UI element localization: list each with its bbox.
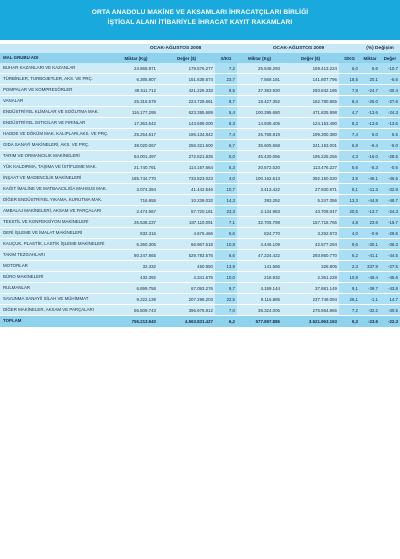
value-2009: 159.413.224 <box>282 63 339 74</box>
value-2009: 471.825.998 <box>282 107 339 118</box>
row-name: BÜRO MAKİNELERİ <box>0 272 114 283</box>
qty-2009: 14.938.405 <box>237 118 282 129</box>
qty-2009: 4.159.144 <box>237 283 282 294</box>
qty-2009: 18.427.352 <box>237 96 282 107</box>
header-value-2008: Değer ($) <box>158 53 215 63</box>
change-qty: -13.7 <box>360 206 380 217</box>
period-change: (%) Değişim <box>360 44 400 53</box>
qty-2008: 80.247.865 <box>114 250 158 261</box>
value-2009: 326.805 <box>282 261 339 272</box>
qty-2008: 9.222.139 <box>114 294 158 305</box>
value-2008: 396.976.912 <box>158 305 215 316</box>
table-row <box>0 294 400 305</box>
change-qty: -6.4 <box>360 140 380 151</box>
skg-2008: 5,0 <box>215 151 237 162</box>
title-line-1: ORTA ANADOLU MAKİNE VE AKSAMLARI İHRACATÇILARI BİRLİĞİ <box>91 9 309 16</box>
value-2008: 57.720.181 <box>158 206 215 217</box>
row-name: RULMANLAR <box>0 283 114 294</box>
row-name: TEKSTİL VE KONFEKSİYON MAKİNELERİ <box>0 217 114 228</box>
header-change-value: Değer <box>380 53 400 63</box>
change-qty: -0.9 <box>360 228 380 239</box>
qty-2008: 6.360.305 <box>114 239 158 250</box>
change-qty: -13.6 <box>360 107 380 118</box>
value-2009: 42.577.294 <box>282 239 339 250</box>
qty-2008: 832.316 <box>114 228 158 239</box>
skg-2009: 4,8 <box>339 217 360 228</box>
change-qty: 6.6 <box>360 63 380 74</box>
change-value: -0.6 <box>380 162 400 173</box>
change-value: 14.7 <box>380 294 400 305</box>
row-name: SAVUNMA SANAYİİ SİLAH VE MÜHİMMAT <box>0 294 114 305</box>
value-2009: 157.716.766 <box>282 217 339 228</box>
qty-2009: 824.770 <box>237 228 282 239</box>
header-value-2009: Değer ($) <box>282 53 339 63</box>
value-2008: 187.110.091 <box>158 217 215 228</box>
skg-2009: 13,3 <box>339 195 360 206</box>
qty-2009: 26.768.919 <box>237 129 282 140</box>
change-value: -6.0 <box>380 140 400 151</box>
column-header-row <box>0 53 400 63</box>
qty-2009: 35.605.568 <box>237 140 282 151</box>
header-qty-2009: Miktar (Kg) <box>237 53 282 63</box>
qty-2009: 47.234.422 <box>237 250 282 261</box>
skg-2008: 7,4 <box>215 129 237 140</box>
change-qty: -41.1 <box>360 250 380 261</box>
qty-2008: 54.001.497 <box>114 151 158 162</box>
row-name: DİĞER MAKİNELER, AKSAM VE PARÇALARI <box>0 305 114 316</box>
skg-2009: 8,3 <box>339 118 360 129</box>
change-value: -28.5 <box>380 151 400 162</box>
change-value: -6.6 <box>380 74 400 85</box>
table-row <box>0 129 400 140</box>
skg-2009: 9,6 <box>339 239 360 250</box>
change-value: -27.5 <box>380 261 400 272</box>
skg-2008: 5,4 <box>215 107 237 118</box>
table-row <box>0 195 400 206</box>
qty-2009: 9.116.885 <box>237 294 282 305</box>
skg-2009: 8,1 <box>339 184 360 195</box>
change-value: -24.3 <box>380 206 400 217</box>
qty-2008: 25.316.579 <box>114 96 158 107</box>
skg-2009: 10,8 <box>339 272 360 283</box>
change-qty: -46.1 <box>360 173 380 184</box>
qty-2008: 24.865.971 <box>114 63 158 74</box>
skg-2008: 4,0 <box>215 173 237 184</box>
skg-2009: 4,3 <box>339 151 360 162</box>
value-2008: 4.663.831.427 <box>158 316 215 327</box>
qty-2009: 38.324.006 <box>237 305 282 316</box>
skg-2008: 9,7 <box>215 283 237 294</box>
header-skg-2008: S/KG <box>215 53 237 63</box>
change-value: -13.6 <box>380 118 400 129</box>
value-2008: 186.134.842 <box>158 129 215 140</box>
change-value: -29.6 <box>380 228 400 239</box>
skg-2008: 6,6 <box>215 250 237 261</box>
change-qty: 20.1 <box>360 74 380 85</box>
qty-2009: 577.867.886 <box>237 316 282 327</box>
value-2009: 5.247.356 <box>282 195 339 206</box>
skg-2009: 6,0 <box>339 63 360 74</box>
qty-2008: 3.074.394 <box>114 184 158 195</box>
change-qty: 337.9 <box>360 261 380 272</box>
value-2009: 124.153.490 <box>282 118 339 129</box>
row-name: İNŞAAT VE MADENCİLİK MAKİNELERİ <box>0 173 114 184</box>
value-2009: 237.749.094 <box>282 294 339 305</box>
value-2009: 275.864.866 <box>282 305 339 316</box>
change-qty: -5.3 <box>360 162 380 173</box>
change-qty: -32.2 <box>360 305 380 316</box>
row-name: TOPLAM <box>0 316 114 327</box>
qty-2009: 4.446.109 <box>237 239 282 250</box>
row-name: YÜK KALDIRMA, TAŞIMA VE İSTİFLEME MAK. <box>0 162 114 173</box>
skg-2009: 20,5 <box>339 206 360 217</box>
value-2008: 256.321.600 <box>158 140 215 151</box>
qty-2009: 25.548.293 <box>237 63 282 74</box>
value-2008: 450.850 <box>158 261 215 272</box>
value-2008: 224.729.661 <box>158 96 215 107</box>
qty-2009: 141.566 <box>237 261 282 272</box>
change-qty: -11.3 <box>360 184 380 195</box>
qty-2008: 756.213.940 <box>114 316 158 327</box>
qty-2008: 32.332 <box>114 261 158 272</box>
header-qty-2008: Miktar (Kg) <box>114 53 158 63</box>
qty-2009: 7.568.181 <box>237 74 282 85</box>
row-name: BUHAR KAZANLARI VE KAZANLAR <box>0 63 114 74</box>
table-row <box>0 184 400 195</box>
skg-2009: 6,2 <box>339 250 360 261</box>
change-value: -43.8 <box>380 283 400 294</box>
skg-2009: 9,1 <box>339 283 360 294</box>
change-value: -10.7 <box>380 63 400 74</box>
table-row <box>0 96 400 107</box>
qty-2009: 37.393.930 <box>237 85 282 96</box>
qty-2008: 2.474.967 <box>114 206 158 217</box>
value-2009: 241.163.001 <box>282 140 339 151</box>
change-qty: -13.6 <box>360 118 380 129</box>
qty-2008: 185.744.770 <box>114 173 158 184</box>
change-qty: -49.4 <box>360 272 380 283</box>
skg-2009: 6,8 <box>339 140 360 151</box>
value-2008: 623.385.689 <box>158 107 215 118</box>
change-value: -32.9 <box>380 184 400 195</box>
skg-2009: 8,4 <box>339 96 360 107</box>
change-value: -36.3 <box>380 239 400 250</box>
value-2009: 141.807.796 <box>282 74 339 85</box>
skg-2008: 8,3 <box>215 118 237 129</box>
row-name: HADDE VE DÖKÜM MAK. KALIPLARI,AKS. VE PRÇ. <box>0 129 114 140</box>
qty-2008: 116.177.295 <box>114 107 158 118</box>
table-row <box>0 239 400 250</box>
qty-2009: 218.932 <box>237 272 282 283</box>
skg-2008: 7,0 <box>215 305 237 316</box>
period-2009: OCAK-AĞUSTOS 2009 <box>237 44 360 53</box>
qty-2008: 56.509.743 <box>114 305 158 316</box>
value-2008: 151.638.574 <box>158 74 215 85</box>
skg-2008: 10,0 <box>215 272 237 283</box>
value-2008: 66.967.618 <box>158 239 215 250</box>
value-2008: 143.689.000 <box>158 118 215 129</box>
skg-2008: 10,7 <box>215 184 237 195</box>
skg-2008: 13,9 <box>215 261 237 272</box>
table-row <box>0 206 400 217</box>
change-qty: -39.7 <box>360 283 380 294</box>
qty-2009: 393.252 <box>237 195 282 206</box>
qty-2008: 49.511.712 <box>114 85 158 96</box>
skg-2009: 7,9 <box>339 85 360 96</box>
change-value: 6.5 <box>380 129 400 140</box>
value-2008: 41.442.546 <box>158 184 215 195</box>
qty-2008: 716.655 <box>114 195 158 206</box>
skg-2008: 8,5 <box>215 85 237 96</box>
export-table <box>0 44 400 327</box>
table-row <box>0 305 400 316</box>
qty-2008: 25.254.617 <box>114 129 158 140</box>
value-2009: 293.842.186 <box>282 85 339 96</box>
value-2009: 3.621.963.163 <box>282 316 339 327</box>
skg-2008: 6,7 <box>215 140 237 151</box>
total-row <box>0 316 400 327</box>
value-2008: 67.093.276 <box>158 283 215 294</box>
value-2008: 10.238.032 <box>158 195 215 206</box>
header-skg-2009: S/KG <box>339 53 360 63</box>
value-2009: 195.225.256 <box>282 151 339 162</box>
value-2008: 207.298.203 <box>158 294 215 305</box>
title-line-2: İŞTİGAL ALANI İTİBARİYLE İHRACAT KAYIT RAKAMLARI <box>107 19 293 26</box>
value-2009: 199.300.380 <box>282 129 339 140</box>
qty-2009: 2.134.983 <box>237 206 282 217</box>
value-2009: 2.361.228 <box>282 272 339 283</box>
skg-2008: 23,7 <box>215 74 237 85</box>
value-2008: 529.783.576 <box>158 250 215 261</box>
skg-2008: 6,2 <box>215 316 237 327</box>
skg-2008: 23,3 <box>215 206 237 217</box>
table-row <box>0 151 400 162</box>
row-name: ENDÜSTRİYEL ISITICILAR VE FIRINLAR <box>0 118 114 129</box>
change-qty: -16.0 <box>360 151 380 162</box>
skg-2008: 22,5 <box>215 294 237 305</box>
row-name: ENDÜSTRİYEL KLİMALAR VE SOĞUTMA MAK. <box>0 107 114 118</box>
table-row <box>0 74 400 85</box>
change-qty: 6.0 <box>360 129 380 140</box>
value-2009: 43.708.047 <box>282 206 339 217</box>
change-value: -44.5 <box>380 250 400 261</box>
change-value: -30.4 <box>380 85 400 96</box>
header-group: MAL GRUBU ADI <box>0 53 114 63</box>
row-name: VANALAR <box>0 96 114 107</box>
qty-2008: 21.740.761 <box>114 162 158 173</box>
skg-2009: 7,2 <box>339 305 360 316</box>
table-row <box>0 140 400 151</box>
table-row <box>0 250 400 261</box>
qty-2008: 6.385.807 <box>114 74 158 85</box>
value-2009: 27.930.971 <box>282 184 339 195</box>
skg-2009: 2,3 <box>339 261 360 272</box>
change-value: -22.3 <box>380 316 400 327</box>
row-name: TAKIM TEZGAHLARI <box>0 250 114 261</box>
value-2008: 4.676.466 <box>158 228 215 239</box>
qty-2008: 432.392 <box>114 272 158 283</box>
value-2009: 293.860.770 <box>282 250 339 261</box>
change-qty: -44.8 <box>360 195 380 206</box>
period-header-row <box>0 44 400 53</box>
skg-2009: 7,4 <box>339 129 360 140</box>
skg-2008: 5,6 <box>215 228 237 239</box>
row-name: KAUÇUK, PLASTİK, LASTİK İŞLEME MAKİNELERİ <box>0 239 114 250</box>
skg-2008: 7,2 <box>215 63 237 74</box>
qty-2009: 32.705.798 <box>237 217 282 228</box>
qty-2008: 38.020.067 <box>114 140 158 151</box>
change-value: -46.6 <box>380 173 400 184</box>
skg-2008: 7,1 <box>215 217 237 228</box>
qty-2009: 100.395.680 <box>237 107 282 118</box>
table-row <box>0 228 400 239</box>
qty-2008: 6.899.758 <box>114 283 158 294</box>
value-2008: 733.823.023 <box>158 173 215 184</box>
value-2008: 421.226.333 <box>158 85 215 96</box>
value-2008: 4.341.675 <box>158 272 215 283</box>
change-value: -48.7 <box>380 195 400 206</box>
table-row <box>0 85 400 96</box>
value-2009: 37.681.149 <box>282 283 339 294</box>
table-row <box>0 162 400 173</box>
table-row <box>0 118 400 129</box>
row-name: DİĞER ENDÜSTRİYEL YIKAMA, KURUTMA MAK. <box>0 195 114 206</box>
change-value: -27.6 <box>380 96 400 107</box>
table-title <box>0 0 400 40</box>
period-2008: OCAK-AĞUSTOS 2008 <box>114 44 237 53</box>
skg-2009: 4,0 <box>339 228 360 239</box>
value-2008: 114.167.664 <box>158 162 215 173</box>
table-row <box>0 283 400 294</box>
value-2008: 179.576.277 <box>158 63 215 74</box>
row-name: POMPALAR VE KOMPRESÖRLER <box>0 85 114 96</box>
skg-2009: 4,7 <box>339 107 360 118</box>
change-qty: -1.1 <box>360 294 380 305</box>
skg-2008: 5,3 <box>215 162 237 173</box>
change-value: -30.5 <box>380 305 400 316</box>
skg-2009: 3,9 <box>339 173 360 184</box>
header-change-qty: Miktar <box>360 53 380 63</box>
value-2009: 162.780.865 <box>282 96 339 107</box>
qty-2009: 20.572.020 <box>237 162 282 173</box>
qty-2009: 45.430.056 <box>237 151 282 162</box>
row-name: TÜRBİNLER, TURBOJETLER, AKS. VE PRÇ. <box>0 74 114 85</box>
change-value: -24.3 <box>380 107 400 118</box>
qty-2009: 3.413.422 <box>237 184 282 195</box>
change-qty: -25.0 <box>360 96 380 107</box>
qty-2008: 26.538.237 <box>114 217 158 228</box>
change-qty: -23.6 <box>360 316 380 327</box>
change-qty: -30.1 <box>360 239 380 250</box>
change-qty: 23.6 <box>360 217 380 228</box>
row-name: AMBALAJ MAKİNELERİ, AKSAM VE PARÇALARI <box>0 206 114 217</box>
value-2009: 3.292.973 <box>282 228 339 239</box>
change-qty: -24.7 <box>360 85 380 96</box>
row-name: GIDA SANAYİ MAKİNELERİ, AKS. VE PRÇ. <box>0 140 114 151</box>
table-row <box>0 63 400 74</box>
value-2008: 272.821.835 <box>158 151 215 162</box>
table-row <box>0 261 400 272</box>
skg-2009: 5,6 <box>339 162 360 173</box>
table-row <box>0 173 400 184</box>
change-value: -45.6 <box>380 272 400 283</box>
row-name: MOTORLAR <box>0 261 114 272</box>
value-2009: 392.150.020 <box>282 173 339 184</box>
row-name: DERİ İŞLEME VE İMALAT MAKİNELERİ <box>0 228 114 239</box>
qty-2009: 100.162.613 <box>237 173 282 184</box>
row-name: KAĞIT İMALİNE VE MATBAACILIĞA MAHSUS MAK. <box>0 184 114 195</box>
skg-2008: 10,8 <box>215 239 237 250</box>
table-row <box>0 217 400 228</box>
table-row <box>0 272 400 283</box>
skg-2009: 26,1 <box>339 294 360 305</box>
skg-2009: 18,5 <box>339 74 360 85</box>
skg-2009: 6,3 <box>339 316 360 327</box>
change-value: -15.7 <box>380 217 400 228</box>
value-2009: 113.476.227 <box>282 162 339 173</box>
table-row <box>0 107 400 118</box>
row-name: TARIM VE ORMANCILIK MAKİNELERİ <box>0 151 114 162</box>
skg-2008: 8,7 <box>215 96 237 107</box>
skg-2008: 14,3 <box>215 195 237 206</box>
qty-2008: 17.363.542 <box>114 118 158 129</box>
